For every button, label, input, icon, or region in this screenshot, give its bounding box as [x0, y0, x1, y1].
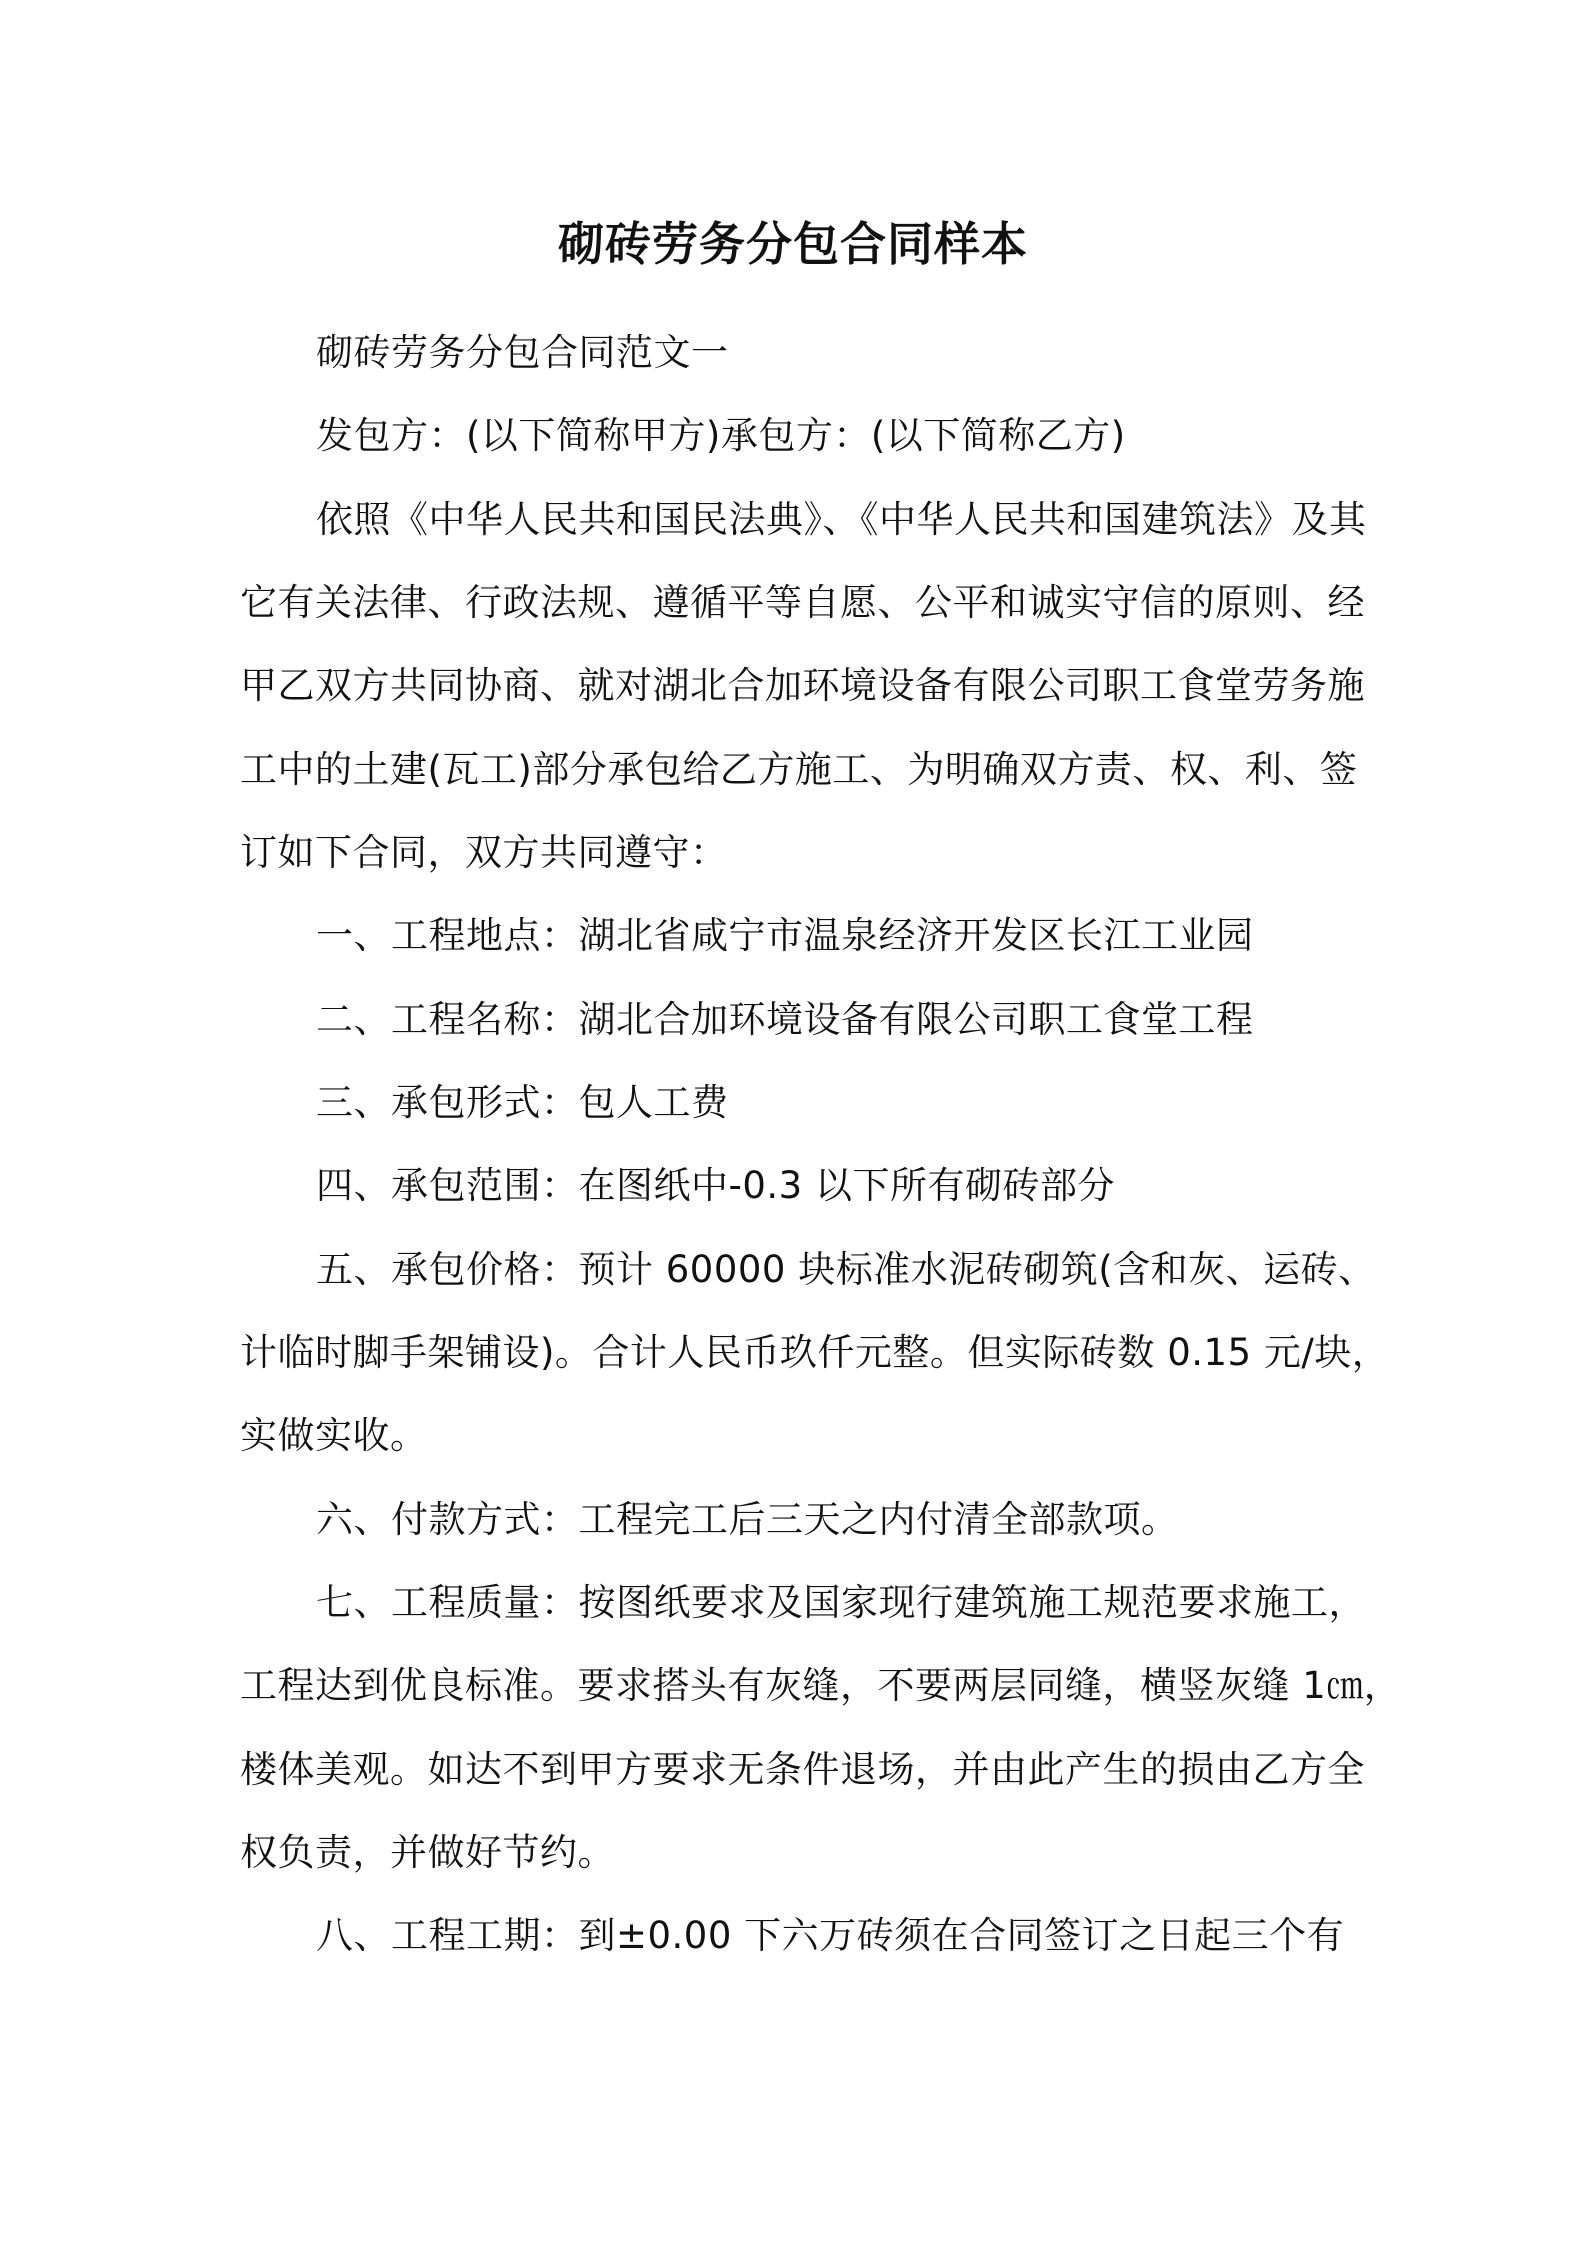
body-line: 依照《中华人民共和国民法典》、《中华人民共和国建筑法》及其	[316, 498, 1367, 541]
clause-line: 八、工程工期：到±0.00 下六万砖须在合同签订之日起三个有	[316, 1914, 1345, 1957]
clause-line: 一、工程地点：湖北省咸宁市温泉经济开发区长江工业园	[316, 914, 1254, 957]
clause-line: 四、承包范围：在图纸中-0.3 以下所有砌砖部分	[316, 1164, 1115, 1207]
clause-line: 权负责，并做好节约。	[240, 1831, 615, 1874]
clause-line: 工程达到优良标准。要求搭头有灰缝，不要两层同缝，横竖灰缝 1㎝，	[240, 1664, 1402, 1707]
clause-line: 六、付款方式：工程完工后三天之内付清全部款项。	[316, 1498, 1179, 1541]
document-title: 砌砖劳务分包合同样本	[558, 217, 1028, 271]
parties-line: 发包方：(以下简称甲方)承包方：(以下简称乙方)	[316, 414, 1126, 457]
clause-line: 五、承包价格：预计 60000 块标准水泥砖砌筑(含和灰、运砖、	[316, 1248, 1376, 1291]
clause-line: 楼体美观。如达不到甲方要求无条件退场，并由此产生的损由乙方全	[240, 1748, 1365, 1791]
body-line: 工中的土建(瓦工)部分承包给乙方施工、为明确双方责、权、利、签	[240, 748, 1358, 791]
body-line: 订如下合同，双方共同遵守：	[240, 831, 728, 874]
clause-line: 二、工程名称：湖北合加环境设备有限公司职工食堂工程	[316, 998, 1254, 1041]
section-heading: 砌砖劳务分包合同范文一	[316, 331, 729, 374]
clause-line: 计临时脚手架铺设)。合计人民币玖仟元整。但实际砖数 0.15 元/块，	[240, 1331, 1390, 1374]
clause-line: 七、工程质量：按图纸要求及国家现行建筑施工规范要求施工，	[316, 1581, 1366, 1624]
clause-line: 实做实收。	[240, 1414, 428, 1457]
clause-line: 三、承包形式：包人工费	[316, 1081, 729, 1124]
body-line: 它有关法律、行政法规、遵循平等自愿、公平和诚实守信的原则、经	[240, 581, 1365, 624]
body-line: 甲乙双方共同协商、就对湖北合加环境设备有限公司职工食堂劳务施	[240, 664, 1365, 707]
